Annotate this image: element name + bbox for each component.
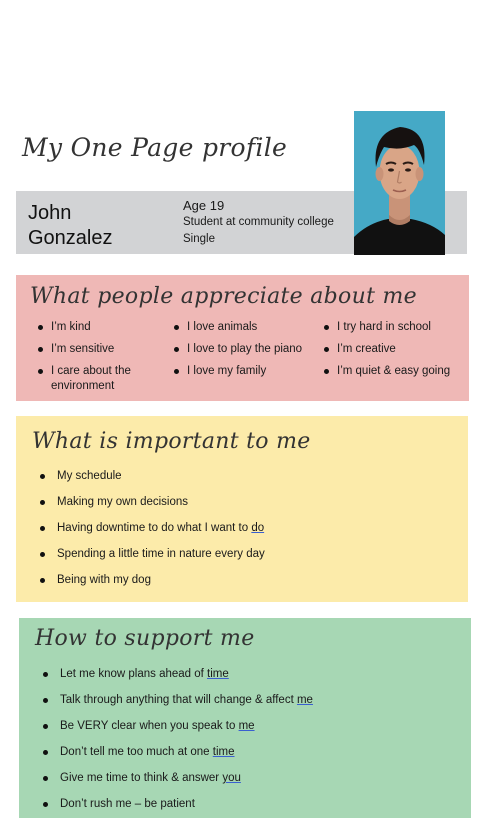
list-item: I love to play the piano	[174, 342, 314, 357]
bullet-icon	[40, 474, 45, 479]
important-title: What is important to me	[32, 429, 311, 454]
list-item: I’m sensitive	[38, 342, 168, 357]
first-name: John	[28, 202, 72, 224]
list-item: I try hard in school	[324, 320, 469, 335]
bullet-icon	[324, 369, 329, 374]
appreciate-col-2	[174, 320, 314, 386]
appreciate-col-1	[38, 320, 168, 401]
bullet-icon	[43, 672, 48, 677]
bullet-icon	[38, 347, 43, 352]
bullet-icon	[324, 325, 329, 330]
support-section	[19, 618, 471, 818]
support-list	[43, 667, 313, 823]
bullet-icon	[174, 325, 179, 330]
list-item: I care about the environment	[38, 364, 168, 394]
occupation-text: Student at community college	[183, 216, 334, 228]
list-item: Having downtime to do what I want to do	[40, 521, 265, 536]
last-name: Gonzalez	[28, 227, 113, 249]
age-text: Age 19	[183, 198, 225, 213]
bullet-icon	[43, 750, 48, 755]
list-item: Being with my dog	[40, 573, 265, 588]
list-item: Let me know plans ahead of time	[43, 667, 313, 682]
list-item: Be VERY clear when you speak to me	[43, 719, 313, 734]
person-details	[183, 198, 334, 247]
bullet-icon	[324, 347, 329, 352]
list-item: Give me time to think & answer you	[43, 771, 313, 786]
bullet-icon	[40, 500, 45, 505]
important-list	[40, 469, 265, 599]
list-item: Don’t tell me too much at one time	[43, 745, 313, 760]
person-name	[28, 201, 113, 251]
bullet-icon	[174, 347, 179, 352]
important-section	[16, 416, 468, 602]
list-item: I love animals	[174, 320, 314, 335]
appreciate-title: What people appreciate about me	[30, 284, 417, 309]
appreciate-col-3	[324, 320, 469, 386]
list-item: My schedule	[40, 469, 265, 484]
page-title: My One Page profile	[22, 133, 288, 162]
profile-photo	[354, 111, 445, 255]
list-item: Don’t rush me – be patient	[43, 797, 313, 812]
bullet-icon	[43, 724, 48, 729]
bullet-icon	[43, 802, 48, 807]
status-text: Single	[183, 232, 215, 245]
appreciate-section	[16, 275, 469, 401]
list-item: Spending a little time in nature every day	[40, 547, 265, 562]
bullet-icon	[40, 526, 45, 531]
support-title: How to support me	[35, 626, 255, 651]
bullet-icon	[43, 776, 48, 781]
list-item: I’m kind	[38, 320, 168, 335]
list-item: I’m creative	[324, 342, 469, 357]
list-item: Making my own decisions	[40, 495, 265, 510]
bullet-icon	[38, 325, 43, 330]
bullet-icon	[38, 369, 43, 374]
bullet-icon	[40, 578, 45, 583]
bullet-icon	[174, 369, 179, 374]
bullet-icon	[43, 698, 48, 703]
list-item: I’m quiet & easy going	[324, 364, 469, 379]
list-item: I love my family	[174, 364, 314, 379]
list-item: Talk through anything that will change & affect me	[43, 693, 313, 708]
bullet-icon	[40, 552, 45, 557]
